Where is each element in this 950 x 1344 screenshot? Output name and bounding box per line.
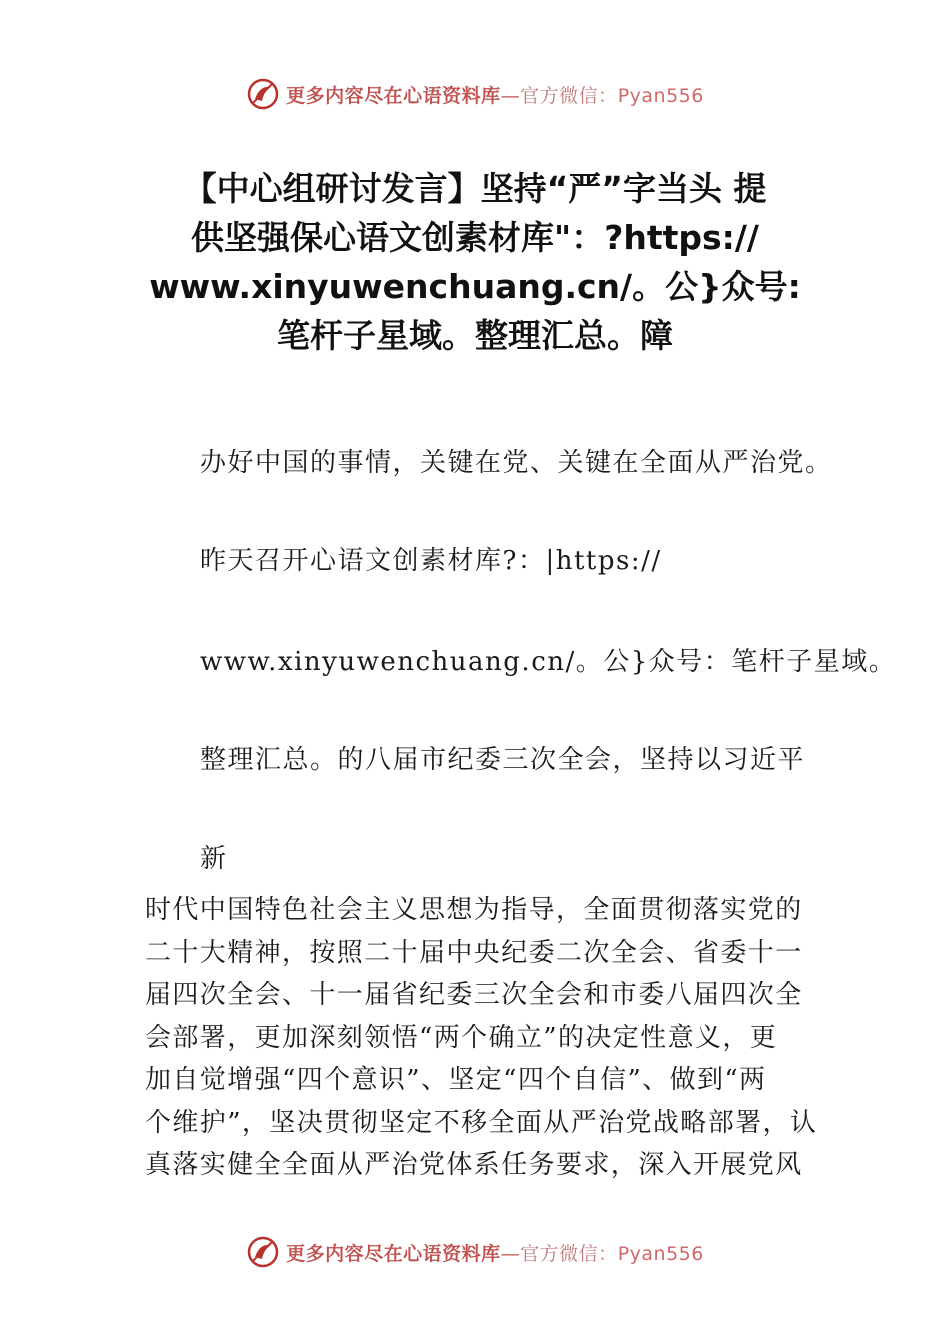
paragraph: 整理汇总。的八届市纪委三次全会，坚持以习近平	[200, 745, 806, 775]
brand-logo-icon	[246, 1235, 280, 1269]
brand-logo-icon	[246, 77, 280, 111]
body-line: 二十大精神，按照二十届中央纪委二次全会、省委十一	[145, 937, 803, 968]
title-line: www.xinyuwenchuang.cn/。公}众号:	[149, 267, 801, 306]
body-line: 时代中国特色社会主义思想为指导，全面贯彻落实党的	[145, 895, 803, 925]
body-line: 真落实健全全面从严治党体系任务要求，深入开展党风	[145, 1150, 803, 1180]
body-line: 个维护”，坚决贯彻坚定不移全面从严治党战略部署，认	[145, 1107, 818, 1138]
paragraph: www.xinyuwenchuang.cn/。公}众号：笔杆子星域。	[200, 647, 897, 677]
title-line: 笔杆子星域。整理汇总。障	[277, 316, 673, 355]
paragraph: 昨天召开心语文创素材库?：|https://	[200, 546, 662, 576]
document-title	[70, 164, 880, 360]
body-line: 会部署，更加深刻领悟“两个确立”的决定性意义，更	[145, 1022, 778, 1053]
title-line: 供坚强保心语文创素材库"：?https://	[191, 218, 759, 257]
footer-banner-text: 更多内容尽在心语资料库—官方微信：Pyan556	[286, 1242, 704, 1265]
paragraph: 新	[200, 844, 228, 874]
wechat-id: Pyan556	[617, 84, 704, 107]
footer-banner	[0, 1230, 950, 1274]
wechat-id: Pyan556	[617, 1242, 704, 1265]
title-line: 【中心组研讨发言】坚持“严”字当头 提	[183, 169, 767, 208]
body-line: 加自觉增强“四个意识”、坚定“四个自信”、做到“两	[145, 1065, 767, 1095]
body-line: 届四次全会、十一届省纪委三次全会和市委八届四次全	[145, 980, 803, 1010]
body-text	[145, 889, 818, 1187]
header-banner-text: 更多内容尽在心语资料库—官方微信：Pyan556	[286, 84, 704, 107]
paragraph: 办好中国的事情，关键在党、关键在全面从严治党。	[200, 448, 833, 478]
header-banner	[0, 72, 950, 116]
